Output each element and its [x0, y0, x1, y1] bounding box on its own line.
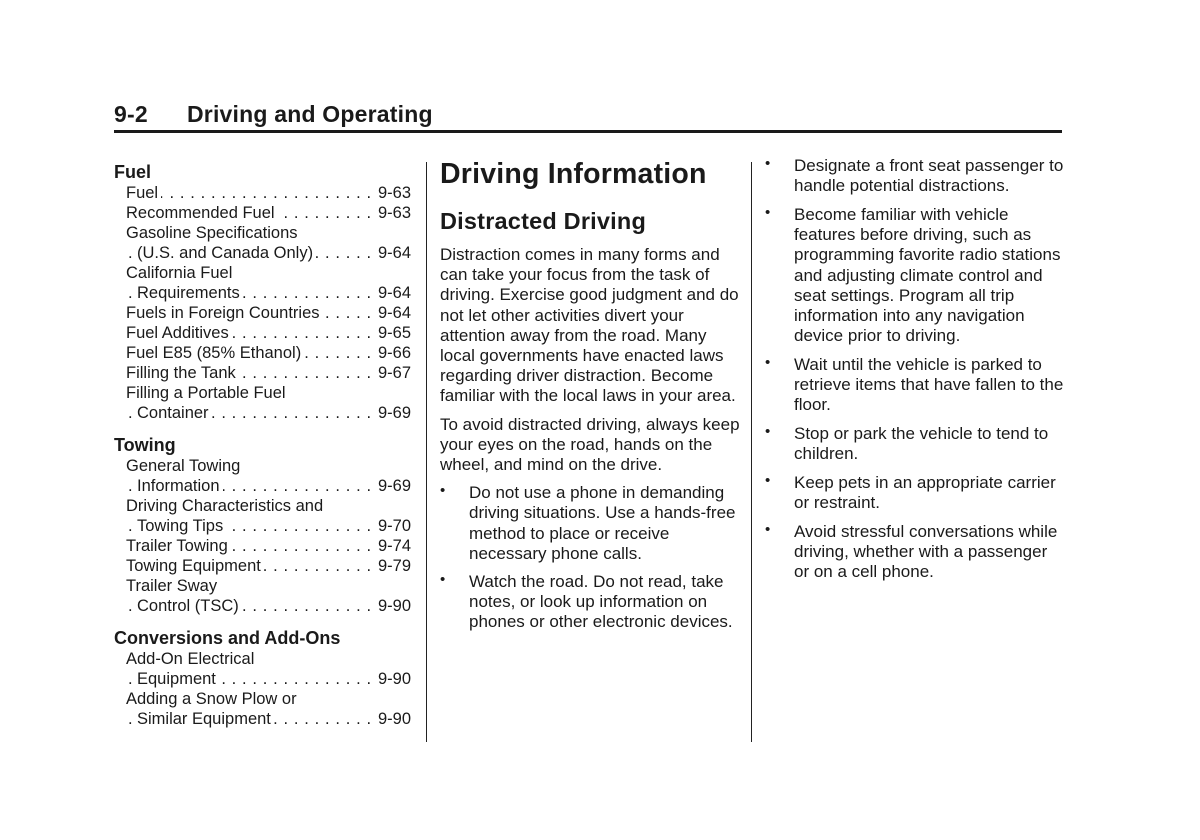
index-page-ref: 9-74: [374, 536, 411, 556]
index-entry: [114, 576, 411, 596]
index-entry-title: Driving Characteristics and: [126, 497, 326, 515]
index-entry-title: Fuel Additives: [126, 324, 232, 342]
index-entry-title: Add-On Electrical: [126, 650, 257, 668]
index-heading-towing: Towing: [114, 435, 176, 455]
bullet-text: Watch the road. Do not read, take notes, or look up information on phones or other electronic devices.: [469, 572, 733, 632]
index-entry-title: General Towing: [126, 457, 243, 475]
index-entry-title: Trailer Sway: [126, 577, 220, 595]
bullet-text: Avoid stressful conversations while driving, whether with a passenger or on a cell phone.: [794, 521, 1058, 582]
subsection-title: Distracted Driving: [440, 208, 647, 234]
index-entry: [114, 403, 411, 423]
bullet-icon: •: [765, 155, 771, 172]
index-entry: [114, 689, 411, 709]
index-entry: [114, 709, 411, 729]
index-entry-title: Requirements: [137, 284, 243, 302]
bullet-item: [765, 205, 1065, 346]
bullet-list: [440, 483, 740, 632]
right-column: [765, 156, 1065, 582]
index-list-conversions: [114, 649, 411, 729]
index-entry: [114, 496, 411, 516]
index-page-ref: 9-66: [374, 343, 411, 363]
index-entry-title: Trailer Towing: [126, 537, 231, 555]
bullet-item: [765, 156, 1065, 196]
index-entry: [114, 263, 411, 283]
body-paragraph: Distraction comes in many forms and can take your focus from the task of driving. Exercise good judgment and do not let other activities divert your attention away from the road. Many local governments have enacted laws regarding driver distraction. Become familiar with the local laws in your area.: [440, 245, 739, 406]
bullet-icon: •: [440, 571, 446, 589]
index-entry-title: Similar Equipment: [137, 710, 274, 728]
bullet-icon: •: [765, 520, 771, 538]
index-page-ref: 9-90: [374, 669, 411, 689]
index-entry: [114, 456, 411, 476]
index-entry-title: Fuel E85 (85% Ethanol): [126, 344, 304, 362]
index-entry: [114, 363, 411, 383]
index-entry: [114, 669, 411, 689]
index-page-ref: 9-70: [374, 516, 411, 536]
index-page-ref: 9-90: [374, 596, 411, 616]
index-page-ref: 9-79: [374, 556, 411, 576]
index-page-ref: 9-67: [374, 363, 411, 383]
bullet-text: Stop or park the vehicle to tend to children.: [794, 423, 1049, 464]
bullet-icon: •: [440, 482, 446, 500]
bullet-item: [765, 355, 1065, 416]
bullet-list: [765, 156, 1065, 582]
index-heading-fuel: Fuel: [114, 162, 152, 182]
bullet-item: [440, 572, 740, 633]
bullet-item: [765, 522, 1065, 583]
index-entry: [114, 596, 411, 616]
bullet-item: [440, 483, 740, 564]
section-index: [114, 162, 411, 729]
main-column: [440, 157, 740, 633]
index-entry-title: Fuels in Foreign Countries: [126, 304, 323, 322]
bullet-text: Do not use a phone in demanding driving situations. Use a hands-free method to place or receive necessary phone calls.: [469, 483, 736, 563]
index-entry: [114, 223, 411, 243]
bullet-text: Keep pets in an appropriate carrier or restraint.: [794, 472, 1056, 513]
index-entry: [114, 283, 411, 303]
index-entry: [114, 536, 411, 556]
bullet-text: Wait until the vehicle is parked to retrieve items that have fallen to the floor.: [794, 354, 1064, 415]
bullet-text: Designate a front seat passenger to handle potential distractions.: [794, 156, 1064, 196]
bullet-icon: •: [765, 203, 771, 221]
column-divider-left: [426, 162, 427, 742]
index-entry: [114, 203, 411, 223]
index-page-ref: 9-65: [374, 323, 411, 343]
index-entry-title: Container: [137, 404, 212, 422]
index-entry-title: California Fuel: [126, 264, 235, 282]
index-entry-title: Information: [137, 477, 223, 495]
index-entry: [114, 516, 411, 536]
index-entry-title: Adding a Snow Plow or: [126, 690, 300, 708]
index-page-ref: 9-63: [374, 183, 411, 203]
index-page-ref: 9-69: [374, 403, 411, 423]
bullet-icon: •: [765, 422, 771, 440]
index-page-ref: 9-64: [374, 283, 411, 303]
index-entry-title: Filling the Tank: [126, 364, 239, 382]
index-heading-conversions: Conversions and Add-Ons: [114, 628, 341, 648]
index-page-ref: 9-64: [374, 303, 411, 323]
bullet-icon: •: [765, 353, 771, 371]
body-paragraph: To avoid distracted driving, always keep your eyes on the road, hands on the wheel, and mind on the drive.: [440, 414, 740, 475]
index-entry: [114, 476, 411, 496]
index-page-ref: 9-63: [374, 203, 411, 223]
index-entry-title: Towing Equipment: [126, 557, 264, 575]
index-entry-title: Equipment: [137, 670, 219, 688]
bullet-text: Become familiar with vehicle features before driving, such as programming favorite radio stations and adjusting climate control and seat settings. Program all trip information into any navigation device prior to driving.: [794, 204, 1061, 346]
index-entry: [114, 383, 411, 403]
index-entry-title: Towing Tips: [137, 517, 226, 535]
index-page-ref: 9-69: [374, 476, 411, 496]
index-entry-title: Recommended Fuel: [126, 204, 278, 222]
index-entry: [114, 183, 411, 203]
index-entry: [114, 343, 411, 363]
column-divider-right: [751, 162, 752, 742]
index-entry: [114, 556, 411, 576]
bullet-item: [765, 424, 1065, 464]
index-entry: [114, 323, 411, 343]
chapter-title: Driving and Operating: [187, 101, 433, 127]
page-header: [114, 100, 1062, 133]
index-page-ref: 9-90: [374, 709, 411, 729]
page-number: 9-2: [114, 101, 148, 127]
index-entry-title: Fuel: [126, 184, 161, 202]
index-entry: [114, 303, 411, 323]
index-entry: [114, 243, 411, 263]
bullet-item: [765, 473, 1065, 513]
index-page-ref: 9-64: [374, 243, 411, 263]
index-list-fuel: [114, 183, 411, 423]
index-list-towing: [114, 456, 411, 616]
index-entry-title: Filling a Portable Fuel: [126, 384, 289, 402]
index-entry-title: Gasoline Specifications: [126, 224, 301, 242]
index-entry: [114, 649, 411, 669]
bullet-icon: •: [765, 471, 771, 489]
index-entry-title: (U.S. and Canada Only): [137, 244, 316, 262]
section-title: Driving Information: [440, 158, 707, 190]
index-entry-title: Control (TSC): [137, 597, 242, 615]
